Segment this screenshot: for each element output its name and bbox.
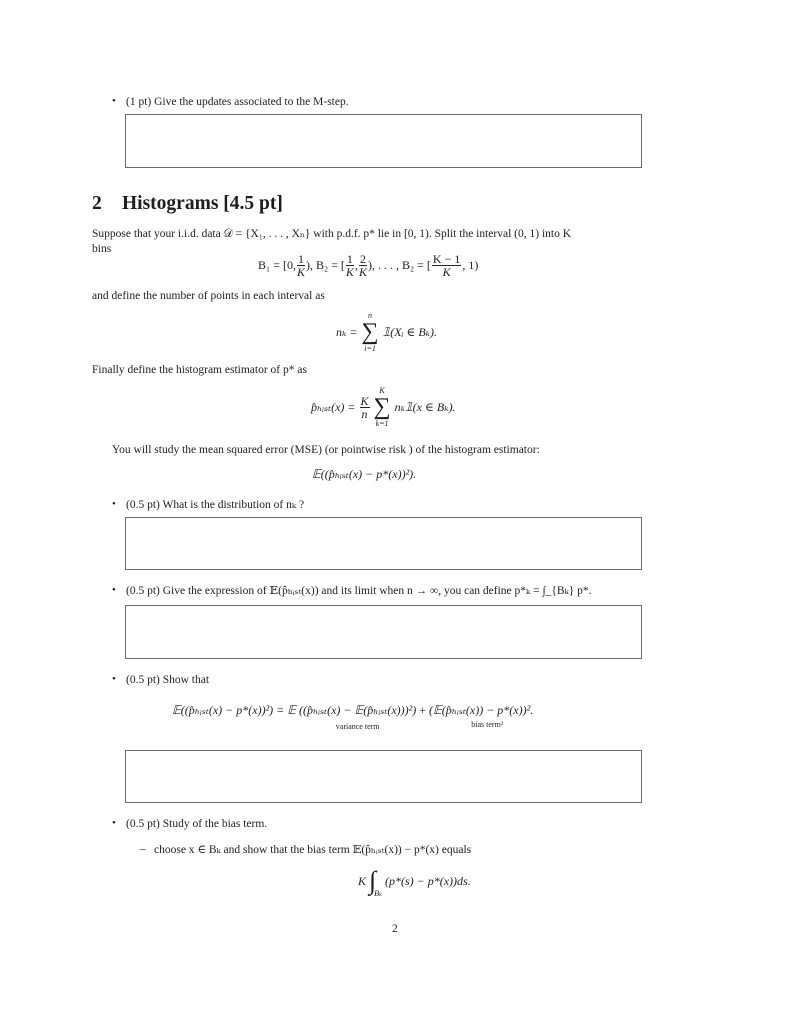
page-number: 2 bbox=[392, 923, 398, 935]
count-definition-text: and define the number of points in each interval as bbox=[92, 290, 325, 302]
sub-question-bias: choose x ∈ Bₖ and show that the bias term 𝔼(p̂ₕᵢₛₜ(x)) − p*(x) equals bbox=[154, 844, 472, 856]
count-equation bbox=[336, 311, 437, 353]
count-sum-bottom: i=1 bbox=[364, 344, 376, 353]
integral-subscript: Bₖ bbox=[374, 889, 382, 898]
question-show-that: (0.5 pt) Show that bbox=[126, 674, 210, 686]
integral-sign: ∫ bbox=[369, 866, 377, 895]
sum-symbol: n ∑ i=1 bbox=[361, 311, 379, 353]
bins-equation: B₁ = [0, $\frac{1}{K}$ ), B₂ = [ $\frac{1}{K}$ , $\frac{2}{K}$ ), . . . , B₂ = [ $\frac{K - 1}{K}$ , 1) bbox=[258, 252, 479, 279]
intro-text-line1: Suppose that your i.i.d. data 𝒟 = {X₁, . . . , Xₙ} with p.d.f. p* lie in [0, 1). Split the interval (0, 1) into K bbox=[92, 228, 572, 240]
section-number: 2 bbox=[92, 193, 102, 214]
histogram-definition-text: Finally define the histogram estimator of p* as bbox=[92, 364, 307, 376]
bins-last-num: K − 1 bbox=[432, 252, 461, 266]
section-title: Histograms [4.5 pt] bbox=[122, 193, 283, 214]
count-rhs: 𝟙(Xᵢ ∈ Bₖ). bbox=[382, 324, 438, 339]
intro-text-line2: bins bbox=[92, 243, 112, 255]
hist-sum-top: K bbox=[379, 386, 385, 395]
bullet-dot: • bbox=[112, 817, 116, 829]
decomp-variance: ((p̂ₕᵢₛₜ(x) − 𝔼(p̂ₕᵢₛₜ(x)))²) bbox=[299, 703, 417, 717]
bins-b2b-num: 2 bbox=[359, 252, 366, 266]
decomp-lhs: 𝔼((p̂ₕᵢₛₜ(x) − p*(x))²) = 𝔼 bbox=[172, 703, 297, 717]
bins-b2a-den: K bbox=[345, 265, 354, 279]
hist-sum-bottom: k=1 bbox=[375, 419, 389, 428]
bullet-dot: • bbox=[112, 673, 116, 685]
hist-rhs: nₖ𝟙(x ∈ Bₖ). bbox=[394, 399, 456, 414]
decomposition-equation bbox=[172, 703, 533, 731]
question-mstep: (1 pt) Give the updates associated to the M-step. bbox=[126, 96, 349, 108]
bullet-dot: • bbox=[112, 95, 116, 107]
answer-box-decomposition[interactable] bbox=[125, 750, 642, 803]
sum-symbol: K ∑ k=1 bbox=[373, 386, 391, 428]
hist-frac-den: n bbox=[361, 406, 368, 421]
hist-lhs: p̂ₕᵢₛₜ(x) = bbox=[311, 399, 356, 414]
bias-label: bias term² bbox=[471, 720, 504, 729]
bias-body: (p*(s) − p*(x))ds. bbox=[384, 873, 471, 888]
count-lhs: nₖ = bbox=[336, 324, 358, 339]
bins-b2a-num: 1 bbox=[346, 252, 353, 266]
bins-b2b-den: K bbox=[358, 265, 367, 279]
bias-k: K bbox=[358, 873, 367, 888]
sub-bullet-dash: – bbox=[140, 843, 146, 855]
histogram-equation bbox=[311, 386, 456, 428]
bins-b1-left: B₁ = [0, bbox=[258, 258, 296, 272]
mse-text: You will study the mean squared error (MSE) (or pointwise risk ) of the histogram estimator: bbox=[112, 444, 540, 456]
decomp-plus: + bbox=[419, 703, 427, 717]
bins-b2-left: ), B₂ = [ bbox=[305, 258, 345, 272]
hist-frac-num: K bbox=[360, 393, 369, 408]
bias-equation bbox=[358, 866, 471, 896]
decomp-bias: (𝔼(p̂ₕᵢₛₜ(x)) − p*(x))². bbox=[429, 703, 534, 717]
answer-box-mstep[interactable] bbox=[125, 114, 642, 168]
bins-last-den: K bbox=[442, 265, 451, 279]
answer-box-expectation[interactable] bbox=[125, 605, 642, 659]
count-sum-top: n bbox=[368, 311, 373, 320]
bins-mid: ), . . . , B₂ = [ bbox=[367, 258, 431, 272]
question-distribution: (0.5 pt) What is the distribution of nₖ ? bbox=[126, 499, 305, 511]
question-bias: (0.5 pt) Study of the bias term. bbox=[126, 818, 268, 830]
bullet-dot: • bbox=[112, 584, 116, 596]
variance-label: variance term bbox=[335, 722, 380, 731]
bins-b1-den: K bbox=[296, 265, 305, 279]
question-expectation: (0.5 pt) Give the expression of 𝔼(p̂ₕᵢₛₜ(x)) and its limit when n → ∞, you can define p*ₖ = ∫_{Bₖ} p*. bbox=[126, 585, 592, 597]
bins-end: , 1) bbox=[462, 258, 479, 272]
mse-equation: 𝔼((p̂ₕᵢₛₜ(x) − p*(x))²). bbox=[312, 467, 417, 481]
answer-box-distribution[interactable] bbox=[125, 517, 642, 570]
bins-b1-num: 1 bbox=[297, 252, 304, 266]
bullet-dot: • bbox=[112, 498, 116, 510]
